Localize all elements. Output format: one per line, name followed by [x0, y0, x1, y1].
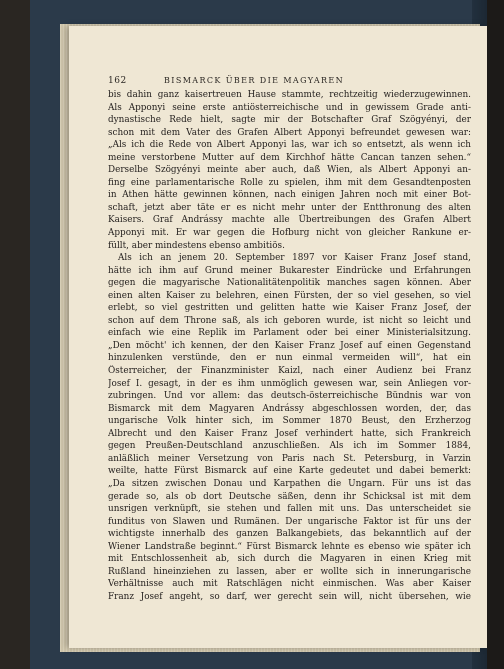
text-line: Derselbe Szögyényi meinte aber auch, daß Wien, als Albert Apponyi an- [108, 165, 471, 176]
text-line: zubringen. Und vor allem: das deutsch-österreichische Bündnis war von [108, 391, 471, 402]
text-line: unsrigen verknüpft, sie stehen und fallen mit uns. Das unterscheidet sie [108, 504, 471, 515]
running-title: BISMARCK ÜBER DIE MAGYAREN [164, 76, 345, 85]
text-line: weilte, hatte Fürst Bismarck auf eine Karte gedeutet und dabei bemerkt: [108, 466, 471, 477]
text-line: hätte ich ihm auf Grund meiner Bukarester Eindrücke und Erfahrungen [108, 265, 471, 276]
text-line: Verhältnisse auch mit Ratschlägen nicht einmischen. Was aber Kaiser [108, 579, 471, 590]
text-line: hinzulenken verstünde, den er nun einmal vermeiden will“, hat ein [108, 353, 471, 364]
text-line: Als Apponyi seine erste antiösterreichische und in gewissem Grade anti- [108, 102, 471, 113]
text-line: Josef I. gesagt, in der es ihm unmöglich gewesen war, sein Anliegen vor- [108, 378, 471, 389]
text-line: erlebt, so viel gestritten und gelitten hatte wie Kaiser Franz Josef, der [108, 303, 471, 314]
text-line: „Da sitzen zwischen Donau und Karpathen die Ungarn. Für uns ist das [108, 478, 471, 489]
text-line: füllt, aber mindestens ebenso ambitiös. [108, 240, 285, 251]
text-line: Apponyi mit. Er war gegen die Hofburg nicht von gleicher Rankune er- [108, 228, 471, 239]
text-line: gegen die magyarische Nationalitätenpolitik manches sagen können. Aber [108, 278, 471, 289]
text-line: Rußland hineinziehen zu lassen, aber er wollte sich in innerungarische [108, 566, 471, 577]
text-line: meine verstorbene Mutter auf dem Kirchhof hätte Cancan tanzen sehen.“ [108, 152, 471, 163]
text-line: Kaisers. Graf Andrássy machte alle Übertreibungen des Grafen Albert [108, 215, 471, 226]
text-line: Franz Josef angeht, so darf, wer gerecht sein will, nicht übersehen, wie [108, 591, 471, 602]
text-line: „Als ich die Rede von Albert Apponyi las, war ich so entsetzt, als wenn ich [108, 140, 471, 151]
text-line: Albrecht und den Kaiser Franz Josef verhindert hatte, sich Frankreich [108, 428, 471, 439]
text-line: ungarische Volk hinter sich, im Sommer 1870 Beust, den Erzherzog [108, 416, 471, 427]
text-line: Österreicher, der Finanzminister Kaizl, nach einer Audienz bei Franz [108, 366, 471, 377]
text-line: Wiener Landstraße beginnt.“ Fürst Bismarck lehnte es ebenso wie später ich [108, 541, 471, 552]
background-edge [487, 0, 504, 669]
page-number: 162 [108, 76, 127, 86]
text-line: schon auf dem Throne saß, als ich geboren wurde, ist nicht so leicht und [108, 315, 471, 326]
text-line: mit Entschlossenheit ab, sich durch die Magyaren in einen Krieg mit [108, 554, 471, 565]
text-line: schaft, jetzt aber täte er es nicht mehr unter der Entthronung des alten [108, 202, 471, 213]
text-line: bis dahin ganz kaisertreuen Hause stammte, rechtzeitig wiederzugewinnen. [108, 90, 471, 100]
text-line: einen alten Kaiser zu belehren, einen Fürsten, der so viel gesehen, so viel [108, 290, 471, 301]
text-line: anläßlich meiner Versetzung von Paris nach St. Petersburg, in Varzin [108, 453, 471, 464]
text-line: „Den möcht' ich kennen, der den Kaiser Franz Josef auf einen Gegenstand [108, 340, 471, 351]
text-line: wichtigste innerhalb des ganzen Balkangebiets, das bekanntlich auf der [108, 529, 471, 540]
text-line: Bismarck mit dem Magyaren Andrássy abgeschlossen worden, der, das [108, 403, 471, 414]
text-line: in Athen hätte gewinnen können, nach einigen Jahren noch mit einer Bot- [108, 190, 471, 201]
text-line: Als ich an jenem 20. September 1897 vor Kaiser Franz Josef stand, [118, 253, 471, 264]
text-line: gerade so, als ob dort Deutsche säßen, denn ihr Schicksal ist mit dem [108, 491, 471, 502]
text-line: fing eine parlamentarische Rolle zu spielen, ihm mit dem Gesandtenposten [108, 177, 471, 188]
text-line: dynastische Rede hielt, sagte mir der Botschafter Graf Szögyényi, der [108, 115, 471, 126]
page-header [108, 76, 471, 86]
text-line: gegen Preußen-Deutschland anzuschließen. Als ich im Sommer 1884, [108, 441, 471, 452]
body-text [108, 89, 471, 603]
text-line: funditus von Slawen und Rumänen. Der ungarische Faktor ist für uns der [108, 516, 471, 527]
text-line: einfach wie eine Replik im Parlament oder bei einer Ministerialsitzung. [108, 328, 471, 339]
text-line: schon mit dem Vater des Grafen Albert Apponyi befreundet gewesen war: [108, 127, 471, 138]
